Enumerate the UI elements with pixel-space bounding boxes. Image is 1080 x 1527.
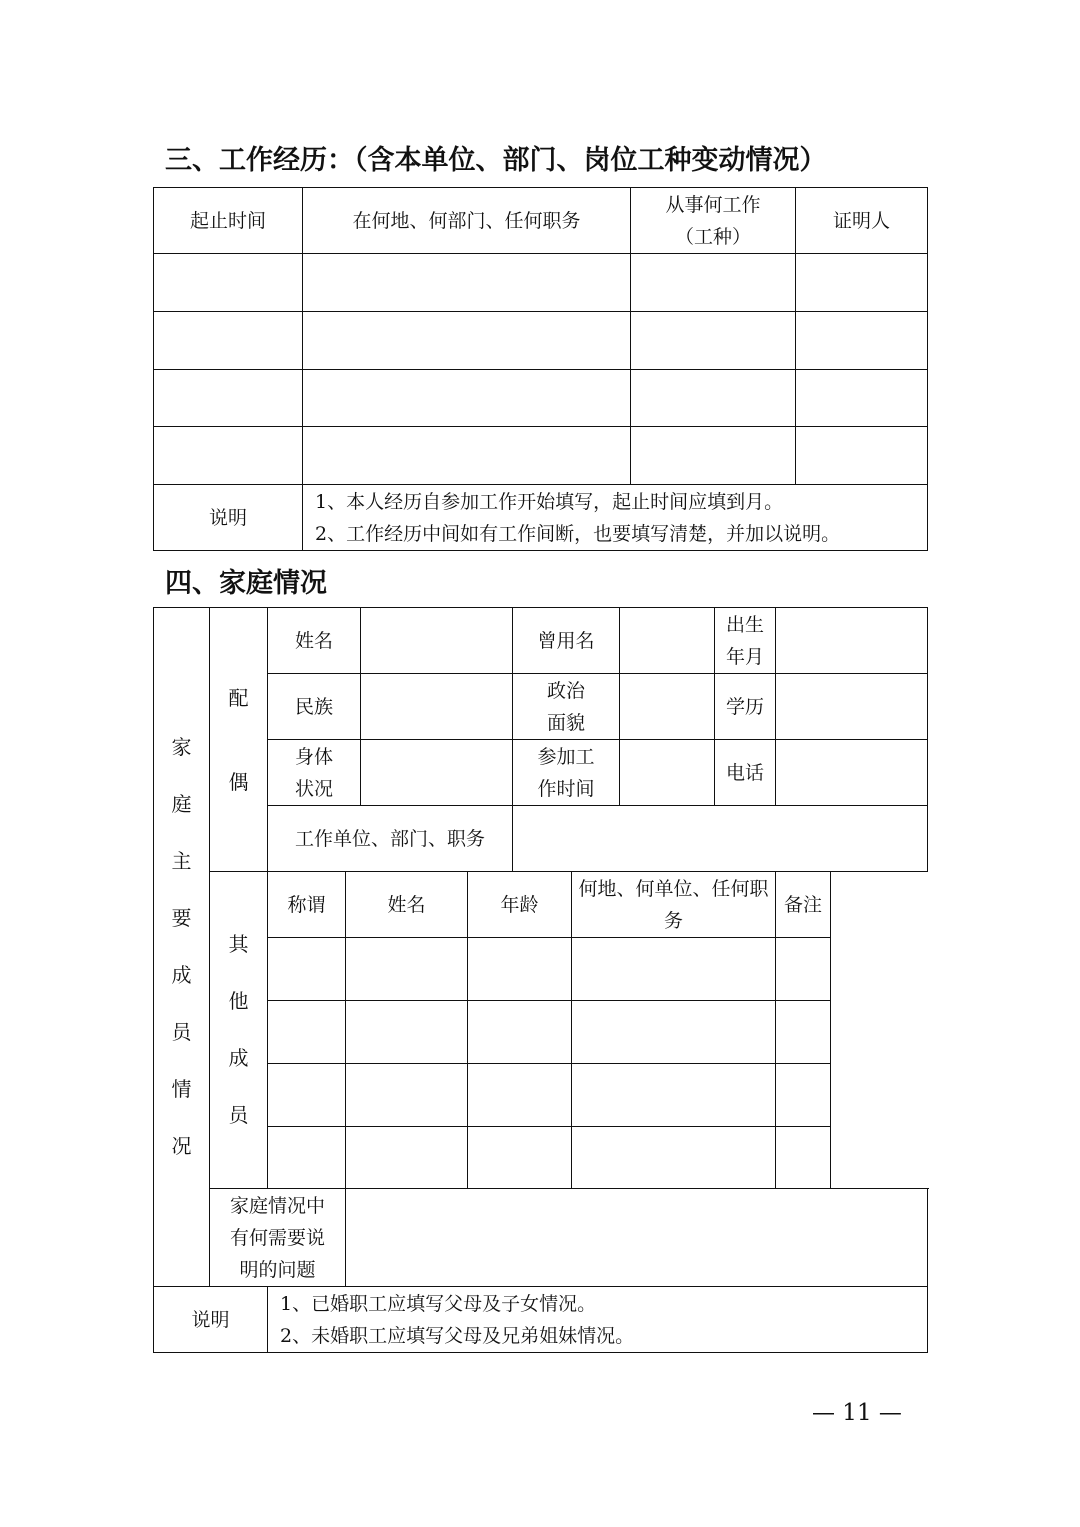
cell-relation[interactable] bbox=[268, 1001, 346, 1064]
family-note-row bbox=[154, 1287, 928, 1353]
label-char: 要 bbox=[171, 906, 192, 930]
others-row bbox=[154, 1001, 928, 1064]
cell-witness[interactable] bbox=[796, 427, 928, 485]
work-history-row bbox=[154, 370, 928, 427]
work-history-table bbox=[153, 187, 928, 551]
family-note-text bbox=[268, 1287, 928, 1353]
spouse-row-1 bbox=[154, 608, 928, 674]
spouse-work-unit-label: 工作单位、部门、职务 bbox=[268, 806, 513, 872]
cell-name[interactable] bbox=[346, 1064, 468, 1127]
header-remark: 备注 bbox=[776, 872, 831, 938]
cell-period[interactable] bbox=[154, 370, 303, 427]
note-label: 说明 bbox=[154, 485, 303, 551]
cell-remark[interactable] bbox=[776, 1001, 831, 1064]
cell-remark[interactable] bbox=[776, 938, 831, 1001]
spouse-work-start-field[interactable] bbox=[620, 740, 715, 806]
header-witness: 证明人 bbox=[796, 188, 928, 254]
label-char: 庭 bbox=[171, 792, 192, 816]
label-line: 家庭情况中 bbox=[229, 1194, 325, 1217]
cell-workplace[interactable] bbox=[572, 1064, 776, 1127]
label-char: 他 bbox=[228, 989, 249, 1013]
label-line: 参加工 bbox=[537, 745, 595, 768]
others-header-row bbox=[154, 872, 928, 938]
cell-position[interactable] bbox=[303, 427, 631, 485]
cell-relation[interactable] bbox=[268, 1127, 346, 1189]
header-workplace: 何地、何单位、任何职务 bbox=[572, 872, 776, 938]
label-line: 出生 bbox=[726, 613, 765, 636]
cell-age[interactable] bbox=[468, 938, 572, 1001]
label-char: 员 bbox=[228, 1103, 249, 1127]
label-line: 明的问题 bbox=[239, 1258, 316, 1281]
label-line: 面貌 bbox=[547, 711, 586, 734]
spouse-health-field[interactable] bbox=[361, 740, 513, 806]
cell-age[interactable] bbox=[468, 1127, 572, 1189]
spouse-education-field[interactable] bbox=[776, 674, 928, 740]
header-name: 姓名 bbox=[346, 872, 468, 938]
cell-position[interactable] bbox=[303, 370, 631, 427]
work-history-header-row bbox=[154, 188, 928, 254]
cell-name[interactable] bbox=[346, 1001, 468, 1064]
family-issue-row bbox=[154, 1189, 928, 1287]
spouse-row-2 bbox=[154, 674, 928, 740]
spouse-row-4 bbox=[154, 806, 928, 872]
page-number: — 11 — bbox=[812, 1400, 902, 1426]
cell-age[interactable] bbox=[468, 1064, 572, 1127]
section3-title: 三、工作经历：（含本单位、部门、岗位工种变动情况） bbox=[165, 145, 827, 176]
spouse-political-label bbox=[513, 674, 620, 740]
cell-period[interactable] bbox=[154, 254, 303, 312]
work-history-row bbox=[154, 312, 928, 370]
cell-witness[interactable] bbox=[796, 312, 928, 370]
cell-witness[interactable] bbox=[796, 370, 928, 427]
spouse-former-name-label: 曾用名 bbox=[513, 608, 620, 674]
label-char: 成 bbox=[171, 963, 192, 987]
work-history-row bbox=[154, 427, 928, 485]
spouse-work-start-label bbox=[513, 740, 620, 806]
label-line: 年月 bbox=[726, 645, 765, 668]
spouse-name-label: 姓名 bbox=[268, 608, 361, 674]
cell-job[interactable] bbox=[631, 370, 796, 427]
note-line-1: 1、本人经历自参加工作开始填写，起止时间应填到月。 bbox=[315, 490, 784, 513]
cell-witness[interactable] bbox=[796, 254, 928, 312]
spouse-political-field[interactable] bbox=[620, 674, 715, 740]
spouse-work-unit-field[interactable] bbox=[513, 806, 928, 872]
cell-name[interactable] bbox=[346, 938, 468, 1001]
note-line-2: 2、未婚职工应填写父母及兄弟姐妹情况。 bbox=[280, 1324, 635, 1347]
label-line: 状况 bbox=[295, 777, 334, 800]
header-job-line1: 从事何工作 bbox=[665, 193, 761, 216]
cell-period[interactable] bbox=[154, 312, 303, 370]
work-history-note-row bbox=[154, 485, 928, 551]
label-line: 作时间 bbox=[537, 777, 595, 800]
note-line-2: 2、工作经历中间如有工作间断，也要填写清楚，并加以说明。 bbox=[315, 522, 841, 545]
cell-job[interactable] bbox=[631, 427, 796, 485]
label-char: 成 bbox=[228, 1046, 249, 1070]
label-char: 员 bbox=[171, 1020, 192, 1044]
spouse-name-field[interactable] bbox=[361, 608, 513, 674]
family-table bbox=[153, 607, 928, 1353]
header-job-line2: （工种） bbox=[674, 225, 751, 248]
header-age: 年龄 bbox=[468, 872, 572, 938]
label-char: 偶 bbox=[228, 769, 249, 794]
others-row bbox=[154, 1064, 928, 1127]
cell-period[interactable] bbox=[154, 427, 303, 485]
section4-title: 四、家庭情况 bbox=[165, 568, 327, 599]
cell-workplace[interactable] bbox=[572, 938, 776, 1001]
header-relation: 称谓 bbox=[268, 872, 346, 938]
label-char: 配 bbox=[228, 685, 249, 710]
header-job bbox=[631, 188, 796, 254]
spouse-birth-label bbox=[715, 608, 776, 674]
cell-position[interactable] bbox=[303, 254, 631, 312]
work-history-row bbox=[154, 254, 928, 312]
cell-position[interactable] bbox=[303, 312, 631, 370]
spouse-health-label bbox=[268, 740, 361, 806]
spouse-ethnicity-field[interactable] bbox=[361, 674, 513, 740]
cell-relation[interactable] bbox=[268, 1064, 346, 1127]
cell-remark[interactable] bbox=[776, 1064, 831, 1127]
cell-relation[interactable] bbox=[268, 938, 346, 1001]
spouse-education-label: 学历 bbox=[715, 674, 776, 740]
others-row bbox=[154, 938, 928, 1001]
header-position: 在何地、何部门、任何职务 bbox=[303, 188, 631, 254]
header-period: 起止时间 bbox=[154, 188, 303, 254]
label-char: 情 bbox=[171, 1077, 192, 1101]
spouse-phone-label: 电话 bbox=[715, 740, 776, 806]
label-char: 家 bbox=[171, 735, 192, 759]
family-members-label bbox=[154, 608, 210, 1287]
label-char: 况 bbox=[171, 1134, 192, 1158]
family-issue-label bbox=[210, 1189, 346, 1287]
family-note-label: 说明 bbox=[154, 1287, 268, 1353]
spouse-former-name-field[interactable] bbox=[620, 608, 715, 674]
spouse-label bbox=[210, 608, 268, 872]
note-line-1: 1、已婚职工应填写父母及子女情况。 bbox=[280, 1292, 597, 1315]
others-label bbox=[210, 872, 268, 1189]
cell-job[interactable] bbox=[631, 312, 796, 370]
cell-remark[interactable] bbox=[776, 1127, 831, 1189]
others-row bbox=[154, 1127, 928, 1189]
cell-job[interactable] bbox=[631, 254, 796, 312]
cell-name[interactable] bbox=[346, 1127, 468, 1189]
cell-workplace[interactable] bbox=[572, 1127, 776, 1189]
spouse-ethnicity-label: 民族 bbox=[268, 674, 361, 740]
spouse-phone-field[interactable] bbox=[776, 740, 928, 806]
label-char: 其 bbox=[228, 932, 249, 956]
family-issue-field[interactable] bbox=[346, 1189, 928, 1287]
label-line: 身体 bbox=[295, 745, 334, 768]
label-char: 主 bbox=[171, 849, 192, 873]
spouse-birth-field[interactable] bbox=[776, 608, 928, 674]
label-line: 政治 bbox=[547, 679, 586, 702]
cell-workplace[interactable] bbox=[572, 1001, 776, 1064]
label-line: 有何需要说 bbox=[229, 1226, 325, 1249]
spouse-row-3 bbox=[154, 740, 928, 806]
cell-age[interactable] bbox=[468, 1001, 572, 1064]
note-text bbox=[303, 485, 928, 551]
